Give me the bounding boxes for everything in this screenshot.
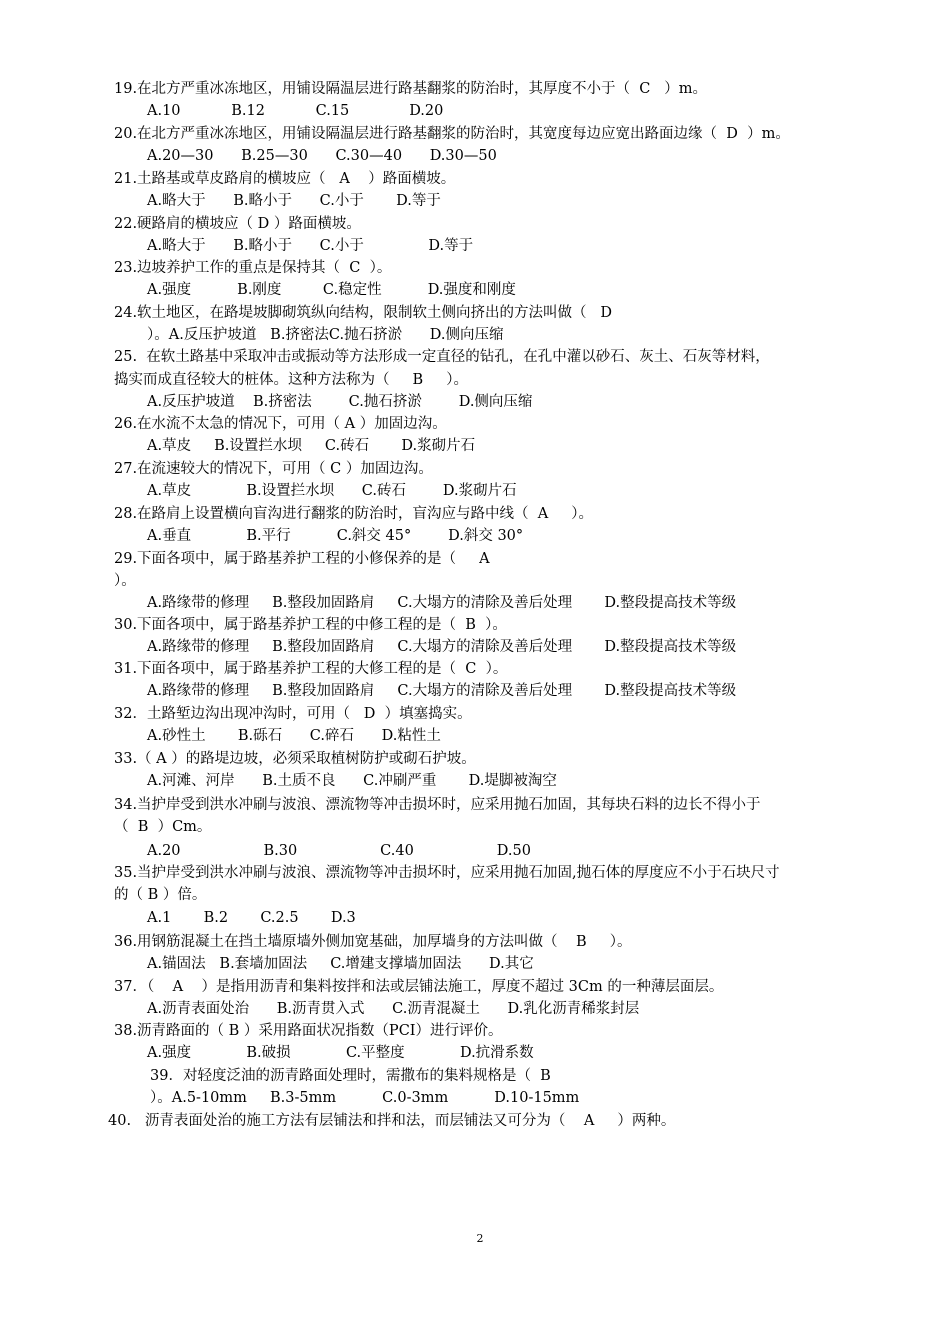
question-35-cont: 的（ B ）倍。 <box>114 887 207 903</box>
question-25: 25. 在软土路基中采取冲击或振动等方法形成一定直径的钻孔，在孔中灌以砂石、灰土、石灰等材料， <box>114 349 770 365</box>
question-38-options: A.强度 B.破损 C.平整度 D.抗滑系数 <box>147 1045 534 1061</box>
question-31-options: A.路缘带的修理 B.整段加固路肩 C.大塌方的清除及善后处理 D.整段提高技术等级 <box>147 683 737 699</box>
question-35: 35.当护岸受到洪水冲刷与波浪、漂流物等冲击损坏时，应采用抛石加固,抛石体的厚度应不小于石块尺寸 <box>114 865 780 881</box>
question-25-cont: 捣实而成直径较大的桩体。这种方法称为（ B ）。 <box>114 372 468 388</box>
question-34: 34.当护岸受到洪水冲刷与波浪、漂流物等冲击损坏时，应采用抛石加固，其每块石料的边长不得小于 <box>114 797 761 813</box>
question-25-options: A.反压护坡道 B.挤密法 C.抛石挤淤 D.侧向压缩 <box>147 394 533 410</box>
question-34-options: A.20 B.30 C.40 D.50 <box>147 843 531 859</box>
question-23-options: A.强度 B.刚度 C.稳定性 D.强度和刚度 <box>147 282 516 298</box>
question-23: 23.边坡养护工作的重点是保持其（ C ）。 <box>114 260 392 276</box>
question-35-options: A.1 B.2 C.2.5 D.3 <box>147 910 356 926</box>
question-28: 28.在路肩上设置横向盲沟进行翻浆的防治时，盲沟应与路中线（ A ）。 <box>114 506 594 522</box>
question-36-options: A.锚固法 B.套墙加固法 C.增建支撑墙加固法 D.其它 <box>147 956 534 972</box>
question-33: 33.（ A ）的路堤边坡，必须采取植树防护或砌石护坡。 <box>114 751 476 767</box>
question-39: 39．对轻度泛油的沥青路面处理时，需撒布的集料规格是（ B <box>150 1068 551 1084</box>
question-31: 31.下面各项中，属于路基养护工程的大修工程的是（ C ）。 <box>114 661 508 677</box>
question-21-options: A.略大于 B.略小于 C.小于 D.等于 <box>147 193 441 209</box>
question-32-options: A.砂性土 B.砾石 C.碎石 D.粘性土 <box>147 728 441 744</box>
question-22-options: A.略大于 B.略小于 C.小于 D.等于 <box>147 238 474 254</box>
question-37: 37．（ A ）是指用沥青和集料按拌和法或层铺法施工，厚度不超过 3Cm 的一种薄层面层。 <box>114 979 724 995</box>
page-number: 2 <box>476 1232 484 1245</box>
question-26-options: A.草皮 B.设置拦水坝 C.砖石 D.浆砌片石 <box>147 438 476 454</box>
question-19: 19.在北方严重冰冻地区，用铺设隔温层进行路基翻浆的防治时，其厚度不小于（ C ）m。 <box>114 81 707 97</box>
question-34-cont: （ B ）Cm。 <box>114 819 212 835</box>
question-29-cont: ）。 <box>114 573 136 589</box>
question-30: 30.下面各项中，属于路基养护工程的中修工程的是（ B ）。 <box>114 617 507 633</box>
question-37-options: A.沥青表面处治 B.沥青贯入式 C.沥青混凝土 D.乳化沥青稀浆封层 <box>147 1001 640 1017</box>
question-33-options: A.河滩、河岸 B.土质不良 C.冲刷严重 D.堤脚被淘空 <box>147 773 557 789</box>
question-27-options: A.草皮 B.设置拦水坝 C.砖石 D.浆砌片石 <box>147 483 517 499</box>
question-29-options: A.路缘带的修理 B.整段加固路肩 C.大塌方的清除及善后处理 D.整段提高技术等级 <box>147 595 737 611</box>
question-29: 29.下面各项中，属于路基养护工程的小修保养的是（ A <box>114 551 490 567</box>
question-32: 32．土路堑边沟出现冲沟时，可用（ D ）填塞捣实。 <box>114 706 472 722</box>
question-24-options: ）。A.反压护坡道 B.挤密法C.抛石挤淤 D.侧向压缩 <box>147 327 504 343</box>
question-30-options: A.路缘带的修理 B.整段加固路肩 C.大塌方的清除及善后处理 D.整段提高技术等级 <box>147 639 737 655</box>
question-24: 24.软土地区，在路堤坡脚砌筑纵向结构，限制软土侧向挤出的方法叫做（ D <box>114 305 613 321</box>
question-22: 22.硬路肩的横坡应（ D ）路面横坡。 <box>114 216 361 232</box>
question-19-options: A.10 B.12 C.15 D.20 <box>147 103 444 119</box>
question-20: 20.在北方严重冰冻地区，用铺设隔温层进行路基翻浆的防治时，其宽度每边应宽出路面边缘（ D ）m。 <box>114 126 790 142</box>
question-40: 40. 沥青表面处治的施工方法有层铺法和拌和法，而层铺法又可分为（ A ）两种。 <box>108 1113 676 1129</box>
question-36: 36.用钢筋混凝土在挡土墙原墙外侧加宽基础，加厚墙身的方法叫做（ B ）。 <box>114 934 632 950</box>
question-21: 21.土路基或草皮路肩的横坡应（ A ）路面横坡。 <box>114 171 456 187</box>
question-20-options: A.20—30 B.25—30 C.30—40 D.30—50 <box>147 148 497 164</box>
question-28-options: A.垂直 B.平行 C.斜交 45° D.斜交 30° <box>147 528 524 544</box>
question-26: 26.在水流不太急的情况下，可用（ A ）加固边沟。 <box>114 416 447 432</box>
question-27: 27.在流速较大的情况下，可用（ C ）加固边沟。 <box>114 461 433 477</box>
question-39-options: ）。A.5-10mm B.3-5mm C.0-3mm D.10-15mm <box>150 1090 580 1106</box>
question-38: 38.沥青路面的（ B ）采用路面状况指数（PCI）进行评价。 <box>114 1023 503 1039</box>
